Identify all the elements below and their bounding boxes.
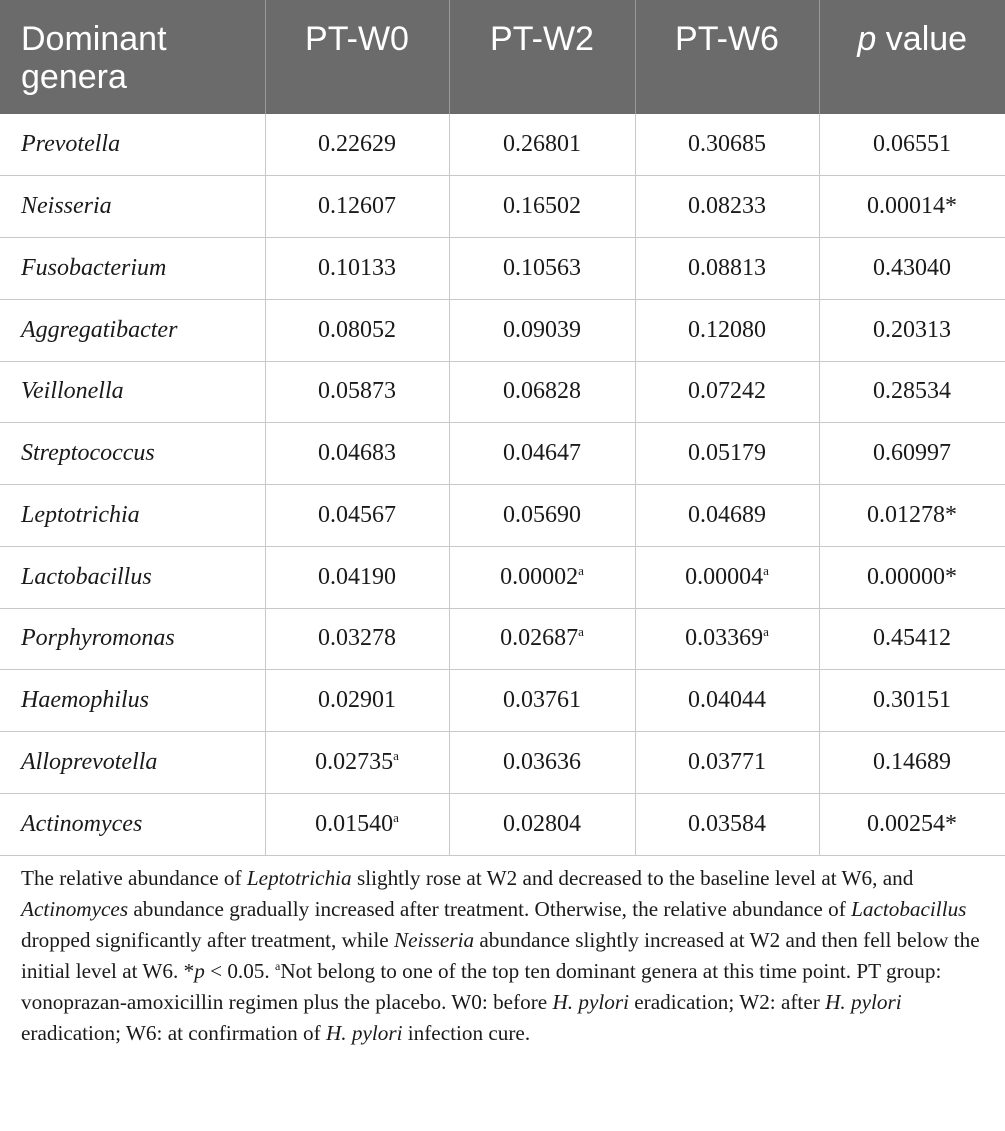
footnote-marker: a [578,624,584,640]
value-cell-w2 [449,670,635,732]
footnote-superscript-a: a [275,959,281,973]
value-cell-w6 [635,608,819,670]
abundance-value: 0.02901 [318,687,396,714]
footnote-h-pylori: H. pylori [325,1021,403,1045]
footnote-genus-actinomyces: Actinomyces [21,897,129,921]
value-cell-w6 [635,114,819,176]
abundance-value: 0.04190 [318,563,396,590]
abundance-value: 0.04683 [318,440,396,467]
header-dominant-genera: Dominant genera [21,20,167,96]
value-cell-w0 [265,732,449,794]
abundance-value: 0.05690 [503,501,581,528]
value-cell-w6 [635,361,819,423]
value-cell-w2 [449,299,635,361]
abundance-value: 0.02804 [503,810,581,837]
header-pt-w2: PT-W2 [449,0,635,114]
value-cell-w6 [635,732,819,794]
footnote-text: Not belong to one of the top ten dominant genera at this time point. PT group: vonoprazan-amoxicillin regimen plus the placebo. W0: before [21,959,942,1014]
value-cell-w0 [265,670,449,732]
footnote-marker: a [393,809,399,825]
value-cell-w6 [635,546,819,608]
value-cell-w6 [635,670,819,732]
table-row [0,114,1005,176]
p-value-cell: 0.60997 [819,423,1005,485]
genus-cell: Prevotella [0,114,265,176]
value-cell-w2 [449,732,635,794]
footnote-p-symbol: p [194,959,205,983]
value-cell-w0 [265,361,449,423]
abundance-value: 0.03771 [688,748,766,775]
footnote-text: slightly rose at W2 and decreased to the baseline level at W6, and [351,866,914,890]
abundance-value: 0.03636 [503,748,581,775]
abundance-value: 0.03584 [688,810,766,837]
abundance-value: 0.03761 [503,687,581,714]
value-cell-w2 [449,361,635,423]
table-row [0,238,1005,300]
value-cell-w0 [265,423,449,485]
table-row [0,793,1005,855]
abundance-value: 0.05179 [688,440,766,467]
footnote-marker: a [763,624,769,640]
genus-cell: Lactobacillus [0,546,265,608]
value-cell-w0 [265,114,449,176]
abundance-value: 0.07242 [688,378,766,405]
p-value-cell: 0.20313 [819,299,1005,361]
value-cell-w0 [265,299,449,361]
value-cell-w0 [265,238,449,300]
value-cell-w0 [265,176,449,238]
p-value-cell: 0.00254* [819,793,1005,855]
abundance-value: 0.06828 [503,378,581,405]
abundance-value: 0.03369 [685,625,764,652]
footnote-genus-lactobacillus: Lactobacillus [851,897,967,921]
header-pt-w6: PT-W6 [635,0,819,114]
value-cell-w2 [449,546,635,608]
abundance-value: 0.08813 [688,254,766,281]
table-body [0,114,1005,855]
abundance-value: 0.08052 [318,316,396,343]
table-row [0,546,1005,608]
abundance-value: 0.04689 [688,501,766,528]
p-value-cell: 0.45412 [819,608,1005,670]
value-cell-w0 [265,485,449,547]
p-value-cell: 0.01278* [819,485,1005,547]
header-row [0,0,1005,114]
footnote-marker: a [393,747,399,763]
abundance-value: 0.04567 [318,501,396,528]
abundance-value: 0.04647 [503,440,581,467]
footnote-text: abundance gradually increased after treatment. Otherwise, the relative abundance of [128,897,852,921]
footnote-text: abundance slightly increased at W2 and then fell below the initial level at W6. * [21,928,980,983]
footnote-text: infection cure. [402,1021,531,1045]
value-cell-w6 [635,176,819,238]
table-row [0,361,1005,423]
value-cell-w2 [449,485,635,547]
value-cell-w2 [449,608,635,670]
value-cell-w0 [265,793,449,855]
header-pt-w0: PT-W0 [265,0,449,114]
value-cell-w6 [635,299,819,361]
genus-cell: Fusobacterium [0,238,265,300]
value-cell-w6 [635,423,819,485]
value-cell-w2 [449,114,635,176]
genus-cell: Veillonella [0,361,265,423]
table-footnote [21,863,996,1049]
value-cell-w2 [449,423,635,485]
footnote-text: dropped significantly after treatment, while [21,928,395,952]
value-cell-w6 [635,238,819,300]
abundance-value: 0.02687 [500,625,579,652]
abundance-value: 0.10133 [318,254,396,281]
p-value-cell: 0.43040 [819,238,1005,300]
abundance-value: 0.22629 [318,131,396,158]
table-row [0,670,1005,732]
table-row [0,299,1005,361]
footnote-marker: a [763,562,769,578]
abundance-value: 0.30685 [688,131,766,158]
value-cell-w0 [265,546,449,608]
p-value-cell: 0.28534 [819,361,1005,423]
value-cell-w2 [449,793,635,855]
header-p-value [819,0,1005,114]
abundance-value: 0.08233 [688,193,766,220]
abundance-value: 0.00004 [685,563,764,590]
table-row [0,608,1005,670]
footnote-h-pylori: H. pylori [825,990,902,1014]
abundance-value: 0.12080 [688,316,766,343]
abundance-value: 0.12607 [318,193,396,220]
value-cell-w6 [635,793,819,855]
table-row [0,423,1005,485]
value-cell-w6 [635,485,819,547]
value-cell-w2 [449,238,635,300]
genus-cell: Streptococcus [0,423,265,485]
footnote-genus-leptotrichia: Leptotrichia [246,866,352,890]
p-value-cell: 0.00000* [819,546,1005,608]
footnote-h-pylori: H. pylori [552,990,629,1014]
table-row [0,732,1005,794]
abundance-value: 0.02735 [315,748,394,775]
abundance-value: 0.03278 [318,625,396,652]
table-row [0,485,1005,547]
abundance-value: 0.16502 [503,193,581,220]
footnote-genus-neisseria: Neisseria [394,928,475,952]
table-header [0,0,1005,114]
genus-cell: Alloprevotella [0,732,265,794]
genus-cell: Haemophilus [0,670,265,732]
genus-cell: Aggregatibacter [0,299,265,361]
footnote-text: The relative abundance of [21,866,247,890]
abundance-value: 0.00002 [500,563,579,590]
value-cell-w0 [265,608,449,670]
p-value-cell: 0.06551 [819,114,1005,176]
footnote-text: < 0.05. [204,959,275,983]
p-value-cell: 0.14689 [819,732,1005,794]
table-row [0,176,1005,238]
value-cell-w2 [449,176,635,238]
abundance-value: 0.04044 [688,687,766,714]
abundance-value: 0.05873 [318,378,396,405]
genus-cell: Porphyromonas [0,608,265,670]
header-p-letter: p [857,20,877,58]
footnote-text: eradication; W2: after [628,990,826,1014]
p-value-cell: 0.00014* [819,176,1005,238]
footnote-text: eradication; W6: at confirmation of [21,1021,326,1045]
footnote-marker: a [578,562,584,578]
abundance-value: 0.26801 [503,131,581,158]
header-p-rest: value [876,20,968,58]
genus-cell: Neisseria [0,176,265,238]
abundance-value: 0.01540 [315,810,394,837]
p-value-cell: 0.30151 [819,670,1005,732]
genus-cell: Leptotrichia [0,485,265,547]
abundance-value: 0.10563 [503,254,581,281]
genus-cell: Actinomyces [0,793,265,855]
abundance-value: 0.09039 [503,316,581,343]
